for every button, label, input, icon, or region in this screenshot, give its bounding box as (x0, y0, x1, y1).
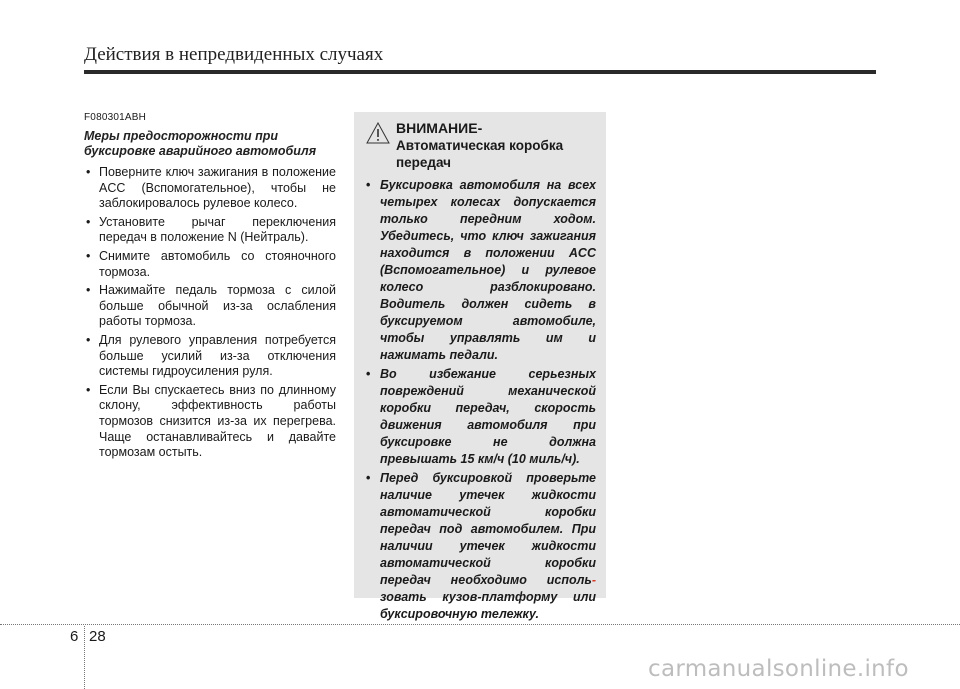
list-item: • Установите рычаг переключения передач в положение N (Нейтраль). (84, 215, 336, 246)
warning-list (364, 177, 596, 623)
list-item: • Нажимайте педаль тормоза с силой больше обычной из-за ослабления работы тормоза. (84, 283, 336, 330)
instruction-list (84, 165, 336, 461)
warning-box (354, 112, 606, 621)
warning-title: ВНИМАНИЕ- (396, 120, 483, 136)
list-item: • Снимите автомобиль со стояночного тормоза. (84, 249, 336, 280)
warning-text: зовать кузов-платформу или буксировочную тележку. (380, 590, 596, 621)
header-rule (84, 70, 876, 74)
list-item: • Для рулевого управления потребуется больше усилий из-за отключения системы гидроусиления руля. (84, 333, 336, 380)
list-item: • Если Вы спускаетесь вниз по длинному склону, эффективность работы тормозов снизится из-за их перегрева. Чаще останавливайтесь и давайте тормозам остыть. (84, 383, 336, 461)
footer-divider (0, 624, 960, 625)
section-code: F080301ABH (84, 112, 147, 123)
watermark: carmanualsonline.info (648, 656, 909, 682)
chapter-number: 6 (70, 628, 79, 645)
footer-vertical-divider (84, 626, 85, 689)
hyphen-mark: - (591, 573, 596, 587)
page-header-title: Действия в непредвиденных случаях (84, 44, 384, 65)
warning-subtitle: Автоматическая коробка передач (396, 138, 564, 170)
page-number: 28 (89, 628, 106, 645)
warning-text: Перед буксировкой проверьте наличие утечек жидкости автоматической коробки передач под автомобилем. При наличии утечек жидкости автоматической коробки передач необходимо исполь (380, 471, 596, 587)
warning-triangle-icon (366, 122, 390, 144)
section-title: Меры предосторожности при буксировке аварийного автомобиля (84, 129, 317, 158)
list-item: • Поверните ключ зажигания в положение ACC (Вспомогательное), чтобы не заблокировалось рулевое колесо. (84, 165, 336, 212)
left-column (84, 112, 336, 464)
warning-header (364, 120, 596, 171)
list-item: • Буксировка автомобиля на всех четырех колесах допускается только передним ходом. Убедитесь, что ключ зажигания находится в положении ACC (Вспомогательное) и рулевое колесо разблокировано. Водитель должен сидеть в буксируемом автомобиле, чтобы управлять им и нажимать педали. (364, 177, 596, 364)
list-item (364, 470, 596, 623)
list-item: • Во избежание серьезных повреждений механической коробки передач, скорость движения автомобиля при буксировке не должна превышать 15 км/ч (10 миль/ч). (364, 366, 596, 468)
